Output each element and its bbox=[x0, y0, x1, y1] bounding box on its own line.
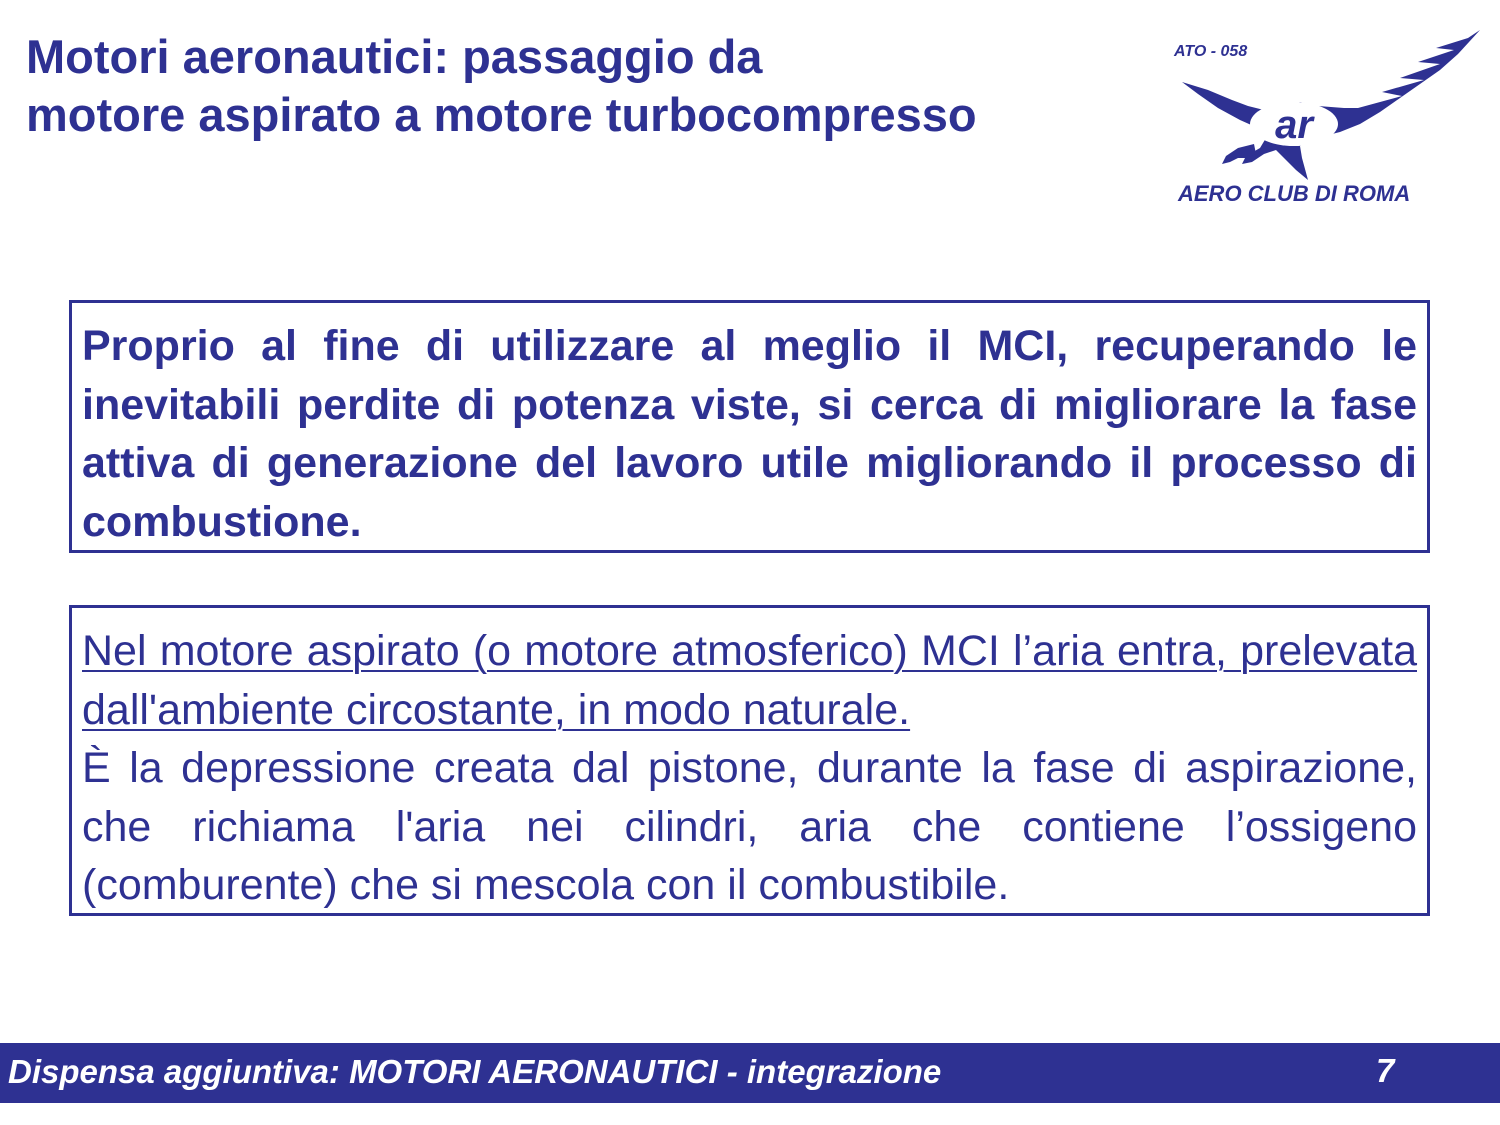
slide-title bbox=[26, 28, 1156, 144]
emblem-letters-text: ar bbox=[1275, 103, 1313, 147]
eagle-logo-icon bbox=[1168, 28, 1484, 213]
aspirated-engine-paragraph bbox=[82, 622, 1417, 915]
page-number: 7 bbox=[1376, 1052, 1395, 1089]
intro-paragraph: Proprio al fine di utilizzare al meglio il MCI, recuperando le inevitabili perdite di potenza viste, si cerca di migliorare la fase attiva di generazione del lavoro utile migliorando il processo di combustione. bbox=[82, 322, 1417, 546]
aero-club-logo bbox=[1168, 28, 1484, 213]
logo-name-text: AERO CLUB DI ROMA bbox=[1178, 181, 1411, 206]
logo-code-text: ATO - 058 bbox=[1174, 43, 1248, 60]
intro-text-box bbox=[69, 300, 1430, 553]
slide-title-line-1: Motori aeronautici: passaggio da bbox=[26, 30, 763, 83]
aspirated-definition-text: Nel motore aspirato (o motore atmosferico) MCI l’aria entra, prelevata dall'ambiente circostante, in modo naturale. bbox=[82, 627, 1417, 734]
footer-label: Dispensa aggiuntiva: MOTORI AERONAUTICI - integrazione bbox=[8, 1053, 942, 1090]
aspirated-engine-text-box bbox=[69, 605, 1430, 916]
slide-title-line-2: motore aspirato a motore turbocompresso bbox=[26, 88, 977, 141]
depression-explanation-text: È la depressione creata dal pistone, durante la fase di aspirazione, che richiama l'aria nei cilindri, aria che contiene l’ossigeno (comburente) che si mescola con il combustibile. bbox=[82, 744, 1417, 909]
footer-bar bbox=[0, 1043, 1500, 1103]
